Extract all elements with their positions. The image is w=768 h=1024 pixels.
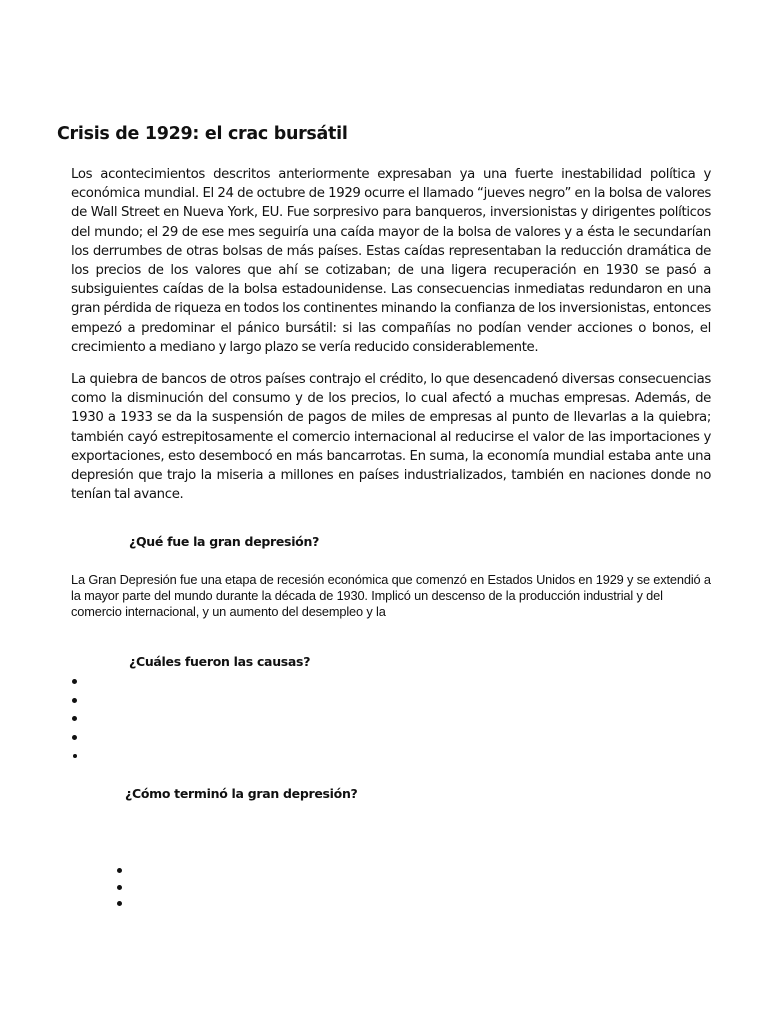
question-causes: ¿Cuáles fueron las causas? bbox=[129, 654, 311, 669]
bullet-icon bbox=[117, 901, 122, 906]
question-what-was-depression: ¿Qué fue la gran depresión? bbox=[129, 534, 320, 549]
bullet-icon bbox=[72, 716, 77, 721]
bullet-icon bbox=[72, 735, 77, 740]
bullet-icon bbox=[73, 754, 77, 758]
answer-what-was-depression: La Gran Depresión fue una etapa de recesión económica que comenzó en Estados Unidos en 1929 y se extendió a la mayor parte del mundo durante la década de 1930. Implicó un descenso de la producción industrial y del comercio internacional, y un aumento del desempleo y la bbox=[71, 572, 711, 619]
bullet-icon bbox=[72, 679, 77, 684]
bullet-icon bbox=[72, 698, 77, 703]
bullet-icon bbox=[117, 868, 122, 873]
document-title: Crisis de 1929: el crac bursátil bbox=[57, 124, 348, 144]
question-how-ended: ¿Cómo terminó la gran depresión? bbox=[125, 786, 358, 801]
paragraph-bank-failures: La quiebra de bancos de otros países contrajo el crédito, lo que desencadenó diversas consecuencias como la disminución del consumo y de los precios, lo cual afectó a muchas empresas. Además, de 1930 a 1933 se da la suspensión de pagos de miles de empresas al punto de llevarlas a la quiebra; también cayó estrepitosamente el comercio internacional al reducirse el valor de las importaciones y exportaciones, esto desembocó en más bancarrotas. En suma, la economía mundial estaba ante una depresión que trajo la miseria a millones en países industrializados, también en naciones donde no tenían tal avance. bbox=[71, 372, 711, 503]
bullet-icon bbox=[117, 885, 122, 890]
paragraph-crash: Los acontecimientos descritos anteriormente expresaban ya una fuerte inestabilidad política y económica mundial. El 24 de octubre de 1929 ocurre el llamado “jueves negro” en la bolsa de valores de Wall Street en Nueva York, EU. Fue sorpresivo para banqueros, inversionistas y dirigentes políticos del mundo; el 29 de ese mes seguiría una caída mayor de la bolsa de valores y a ésta le secundarían los derrumbes de otras bolsas de más países. Estas caídas representaban la reducción dramática de los precios de los valores que ahí se cotizaban; de una ligera recuperación en 1930 se pasó a subsiguientes caídas de la bolsa estadounidense. Las consecuencias inmediatas redundaron en una gran pérdida de riqueza en todos los continentes minando la confianza de los inversionistas, entonces empezó a predominar el pánico bursátil: si las compañías no podían vender acciones o bonos, el crecimiento a mediano y largo plazo se vería reducido considerablemente. bbox=[71, 167, 711, 355]
